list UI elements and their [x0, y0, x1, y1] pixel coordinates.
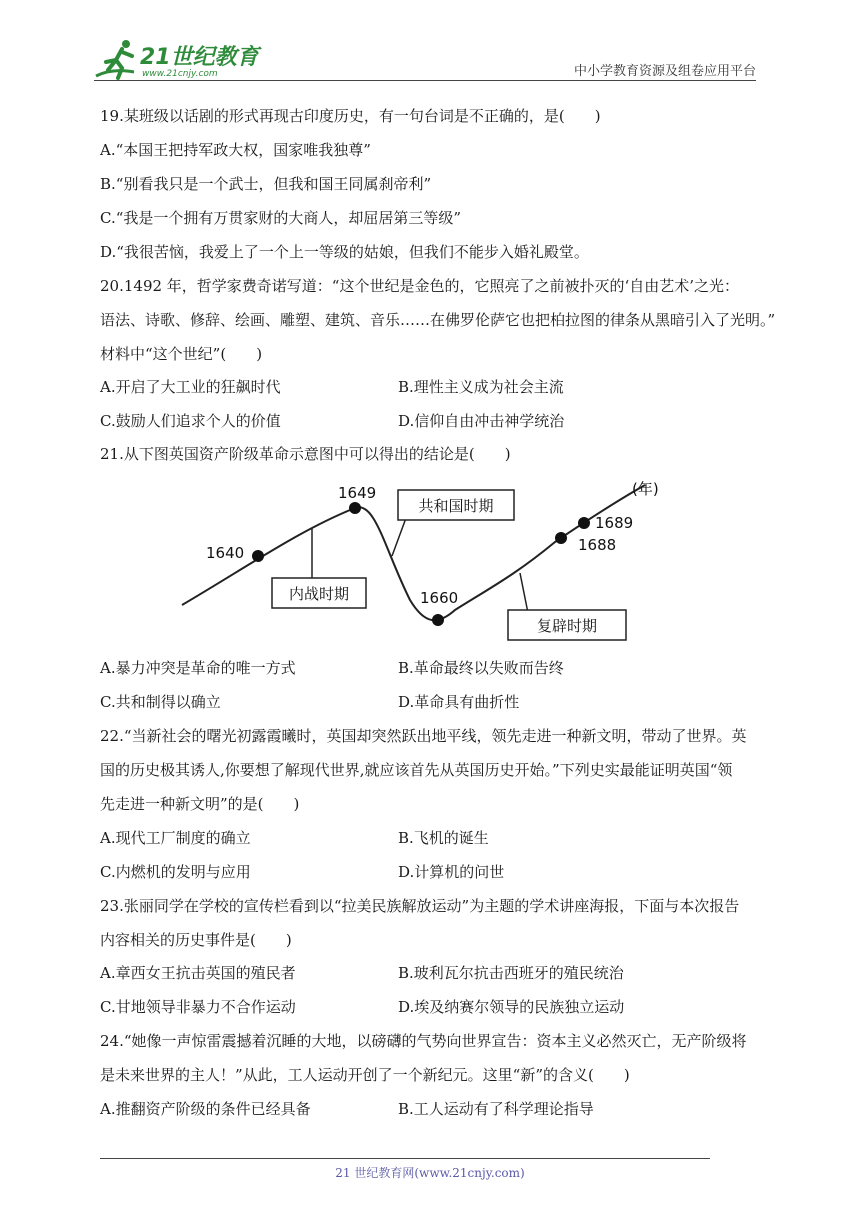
- point-1688: [555, 532, 567, 544]
- label-1689: 1689: [595, 514, 634, 532]
- q21-option-a: A.暴力冲突是革命的唯一方式: [100, 659, 296, 677]
- q22-option-c: C.内燃机的发明与应用: [100, 863, 251, 881]
- question-22-stem-line-1: 22.“当新社会的曙光初露霞曦时，英国却突然跃出地平线，领先走进一种新文明，带动了世界。英: [100, 727, 747, 745]
- point-1689: [578, 517, 590, 529]
- point-1649: [349, 502, 361, 514]
- question-24-stem-line-2: 是未来世界的主人！”从此，工人运动开创了一个新纪元。这里“新”的含义( ): [100, 1066, 630, 1084]
- q19-option-c: C.“我是一个拥有万贯家财的大商人，却屈居第三等级”: [100, 209, 462, 227]
- q21-option-b: B.革命最终以失败而告终: [398, 659, 564, 677]
- q23-option-c: C.甘地领导非暴力不合作运动: [100, 998, 296, 1016]
- q24-option-b: B.工人运动有了科学理论指导: [398, 1100, 594, 1118]
- q20-option-b: B.理性主义成为社会主流: [398, 378, 564, 396]
- pointer-restoration: [520, 573, 528, 613]
- question-22-stem-line-3: 先走进一种新文明”的是( ): [100, 795, 300, 813]
- runner-icon: [96, 40, 134, 78]
- question-21-stem: 21.从下图英国资产阶级革命示意图中可以得出的结论是( ): [100, 445, 511, 463]
- question-20-stem-line-3: 材料中“这个世纪”( ): [100, 345, 263, 363]
- q19-option-d: D.“我很苦恼，我爱上了一个上一等级的姑娘，但我们不能步入婚礼殿堂。: [100, 243, 589, 261]
- box-republic-label: 共和国时期: [418, 497, 494, 515]
- q22-option-a: A.现代工厂制度的确立: [100, 829, 251, 847]
- logo-text: 21世纪教育: [140, 45, 259, 70]
- pointer-republic: [392, 518, 406, 556]
- footer-link[interactable]: 21 世纪教育网(www.21cnjy.com): [335, 1166, 525, 1180]
- q22-option-d: D.计算机的问世: [398, 863, 505, 881]
- revolution-diagram: [170, 470, 710, 650]
- platform-name: 中小学教育资源及组卷应用平台: [573, 64, 756, 79]
- question-24-stem-line-1: 24.“她像一声惊雷震撼着沉睡的大地，以磅礴的气势向世界宣告：资本主义必然灭亡，无产阶级将: [100, 1032, 747, 1050]
- label-1688: 1688: [578, 536, 617, 554]
- q19-option-a: A.“本国王把持军政大权，国家唯我独尊”: [100, 141, 371, 159]
- q23-option-d: D.埃及纳赛尔领导的民族独立运动: [398, 998, 625, 1016]
- label-1660: 1660: [420, 589, 459, 607]
- point-1640: [252, 550, 264, 562]
- box-civil-war-label: 内战时期: [288, 585, 350, 603]
- header-divider: [94, 80, 756, 81]
- box-restoration-label: 复辟时期: [536, 617, 598, 635]
- q19-option-b: B.“别看我只是一个武士，但我和国王同属刹帝利”: [100, 175, 432, 193]
- question-22-stem-line-2: 国的历史极其诱人,你要想了解现代世界,就应该首先从英国历史开始。”下列史实最能证明英国“领: [100, 761, 733, 779]
- q21-option-d: D.革命具有曲折性: [398, 693, 520, 711]
- question-23-stem-line-2: 内容相关的历史事件是( ): [100, 931, 292, 949]
- footer-divider: [100, 1158, 710, 1159]
- question-20-stem-line-1: 20.1492 年，哲学家费奇诺写道：“这个世纪是金色的，它照亮了之前被扑灭的‘自由艺术’之光：: [100, 277, 740, 295]
- q23-option-a: A.章西女王抗击英国的殖民者: [100, 964, 296, 982]
- q24-option-a: A.推翻资产阶级的条件已经具备: [100, 1100, 311, 1118]
- q20-option-a: A.开启了大工业的狂飙时代: [100, 378, 281, 396]
- label-1640: 1640: [206, 544, 245, 562]
- unit-label: (年): [632, 480, 659, 498]
- q22-option-b: B.飞机的诞生: [398, 829, 489, 847]
- question-19-stem: 19.某班级以话剧的形式再现古印度历史，有一句台词是不正确的，是( ): [100, 107, 601, 125]
- q21-option-c: C.共和制得以确立: [100, 693, 221, 711]
- q23-option-b: B.玻利瓦尔抗击西班牙的殖民统治: [398, 964, 624, 982]
- logo-url: www.21cnjy.com: [142, 69, 218, 79]
- label-1649: 1649: [338, 484, 377, 502]
- q20-option-d: D.信仰自由冲击神学统治: [398, 412, 565, 430]
- q20-option-c: C.鼓励人们追求个人的价值: [100, 412, 281, 430]
- question-23-stem-line-1: 23.张丽同学在学校的宣传栏看到以“拉美民族解放运动”为主题的学术讲座海报，下面与本次报告: [100, 897, 740, 915]
- logo: [92, 38, 262, 82]
- point-1660: [432, 614, 444, 626]
- question-20-stem-line-2: 语法、诗歌、修辞、绘画、雕塑、建筑、音乐……在佛罗伦萨它也把柏拉图的律条从黑暗引入了光明。”: [100, 311, 776, 329]
